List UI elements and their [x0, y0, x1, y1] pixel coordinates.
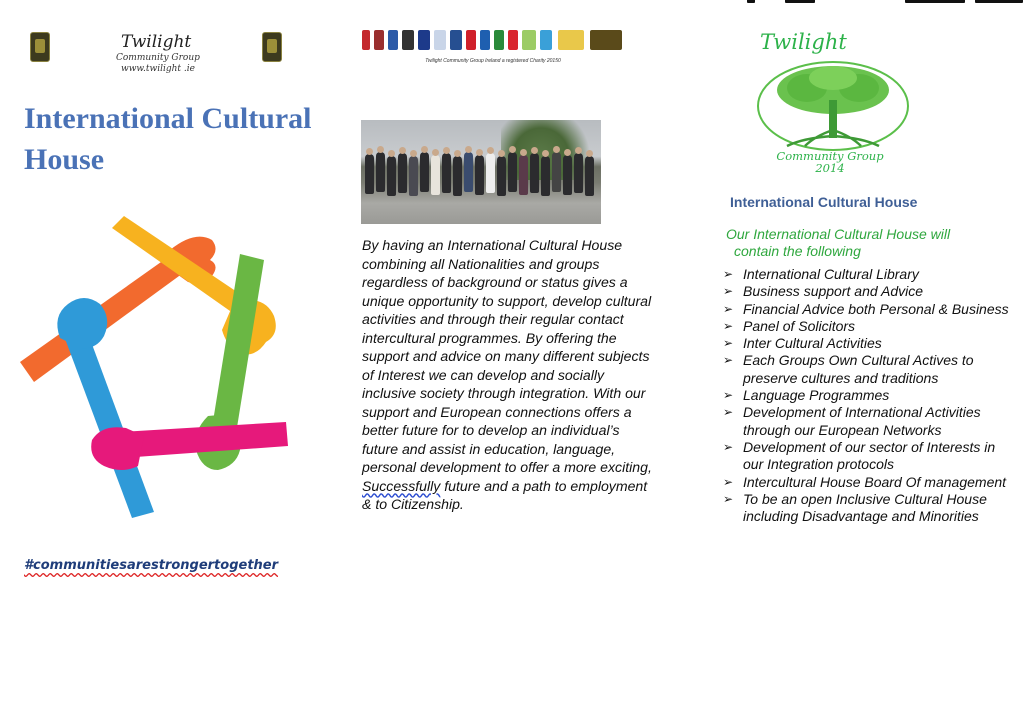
partner-logo-icon: [522, 30, 536, 50]
brand-subtitle: Community Group: [116, 53, 200, 63]
photo-people: [365, 150, 595, 200]
section-heading: International Cultural House: [730, 194, 918, 210]
hashtag: #communitiesarestrongertogether: [24, 558, 279, 573]
list-item: ➢ Financial Advice both Personal & Business: [723, 301, 1013, 318]
brand-year: 2014: [815, 161, 845, 175]
intro-line: Our International Cultural House will: [726, 226, 951, 242]
partner-caption: Twilight Community Group Ireland a registered Charity 20150: [425, 58, 561, 64]
crest-icon: [262, 32, 282, 62]
description-spellcheck-word: Successfully: [362, 477, 441, 494]
list-item: ➢ Inter Cultural Activities: [723, 335, 1013, 352]
partner-logo-icon: [508, 30, 518, 50]
brand-subtitle-green: [745, 150, 915, 174]
list-item: ➢ Language Programmes: [723, 387, 1013, 404]
partner-logo-icon: [480, 30, 490, 50]
partner-logo-icon: [590, 30, 622, 50]
brand-subtitle-line: Community Group: [776, 149, 884, 163]
list-item: ➢ Intercultural House Board Of management: [723, 474, 1013, 491]
partner-logos-strip: [362, 28, 624, 74]
list-item: ➢ Business support and Advice: [723, 283, 1013, 300]
brand-title-green: Twilight: [760, 30, 847, 54]
description-text-end: future and a path to employment & to Citizenship.: [362, 477, 648, 512]
clipped-header-fragment: [745, 0, 1024, 6]
description-paragraph: [362, 236, 658, 514]
brand-title: Twilight: [121, 32, 192, 52]
partner-logo-icon: [558, 30, 584, 50]
list-item: ➢ International Cultural Library: [723, 266, 1013, 283]
description-text: By having an International Cultural House combining all Nationalities and groups regardless of background or status gives a unique opportunity to support, develop cultural activities and through their regular contact intercultural programmes. By offering the support and advice on many different subjects of Interest we can develop and socially inclusive society through integration. With our support and European connections offers a better future for to develop an individual’s future and assist in education, language, personal development to offer a more exciting,: [362, 237, 652, 475]
partner-logo-icon: [402, 30, 414, 50]
features-list: [723, 266, 1013, 525]
list-item: ➢ Development of our sector of Interests in our Integration protocols: [723, 439, 1013, 474]
brand-website: www.twilight .ie: [121, 64, 195, 74]
partner-logo-icon: [494, 30, 504, 50]
crest-icon: [30, 32, 50, 62]
partner-logo-icon: [434, 30, 446, 50]
partner-logo-icon: [374, 30, 384, 50]
page-title: International Cultural House: [24, 102, 312, 176]
list-item: ➢ Development of International Activities through our European Networks: [723, 404, 1013, 439]
list-item: ➢ To be an open Inclusive Cultural House including Disadvantage and Minorities: [723, 491, 1013, 526]
list-item: ➢ Panel of Solicitors: [723, 318, 1013, 335]
partner-logo-icon: [540, 30, 552, 50]
group-photo: [361, 120, 601, 224]
partner-logo-icon: [418, 30, 430, 50]
partner-logo-icon: [388, 30, 398, 50]
intro-text: [726, 226, 996, 260]
partner-logo-icon: [362, 30, 370, 50]
tree-logo-icon: [755, 60, 915, 152]
brand-header-left: [26, 28, 286, 78]
partner-logo-icon: [450, 30, 462, 50]
joined-hands-illustration: [20, 210, 292, 522]
list-item: ➢ Each Groups Own Cultural Actives to preserve cultures and traditions: [723, 352, 1013, 387]
intro-line: contain the following: [734, 243, 861, 259]
partner-logo-icon: [466, 30, 476, 50]
